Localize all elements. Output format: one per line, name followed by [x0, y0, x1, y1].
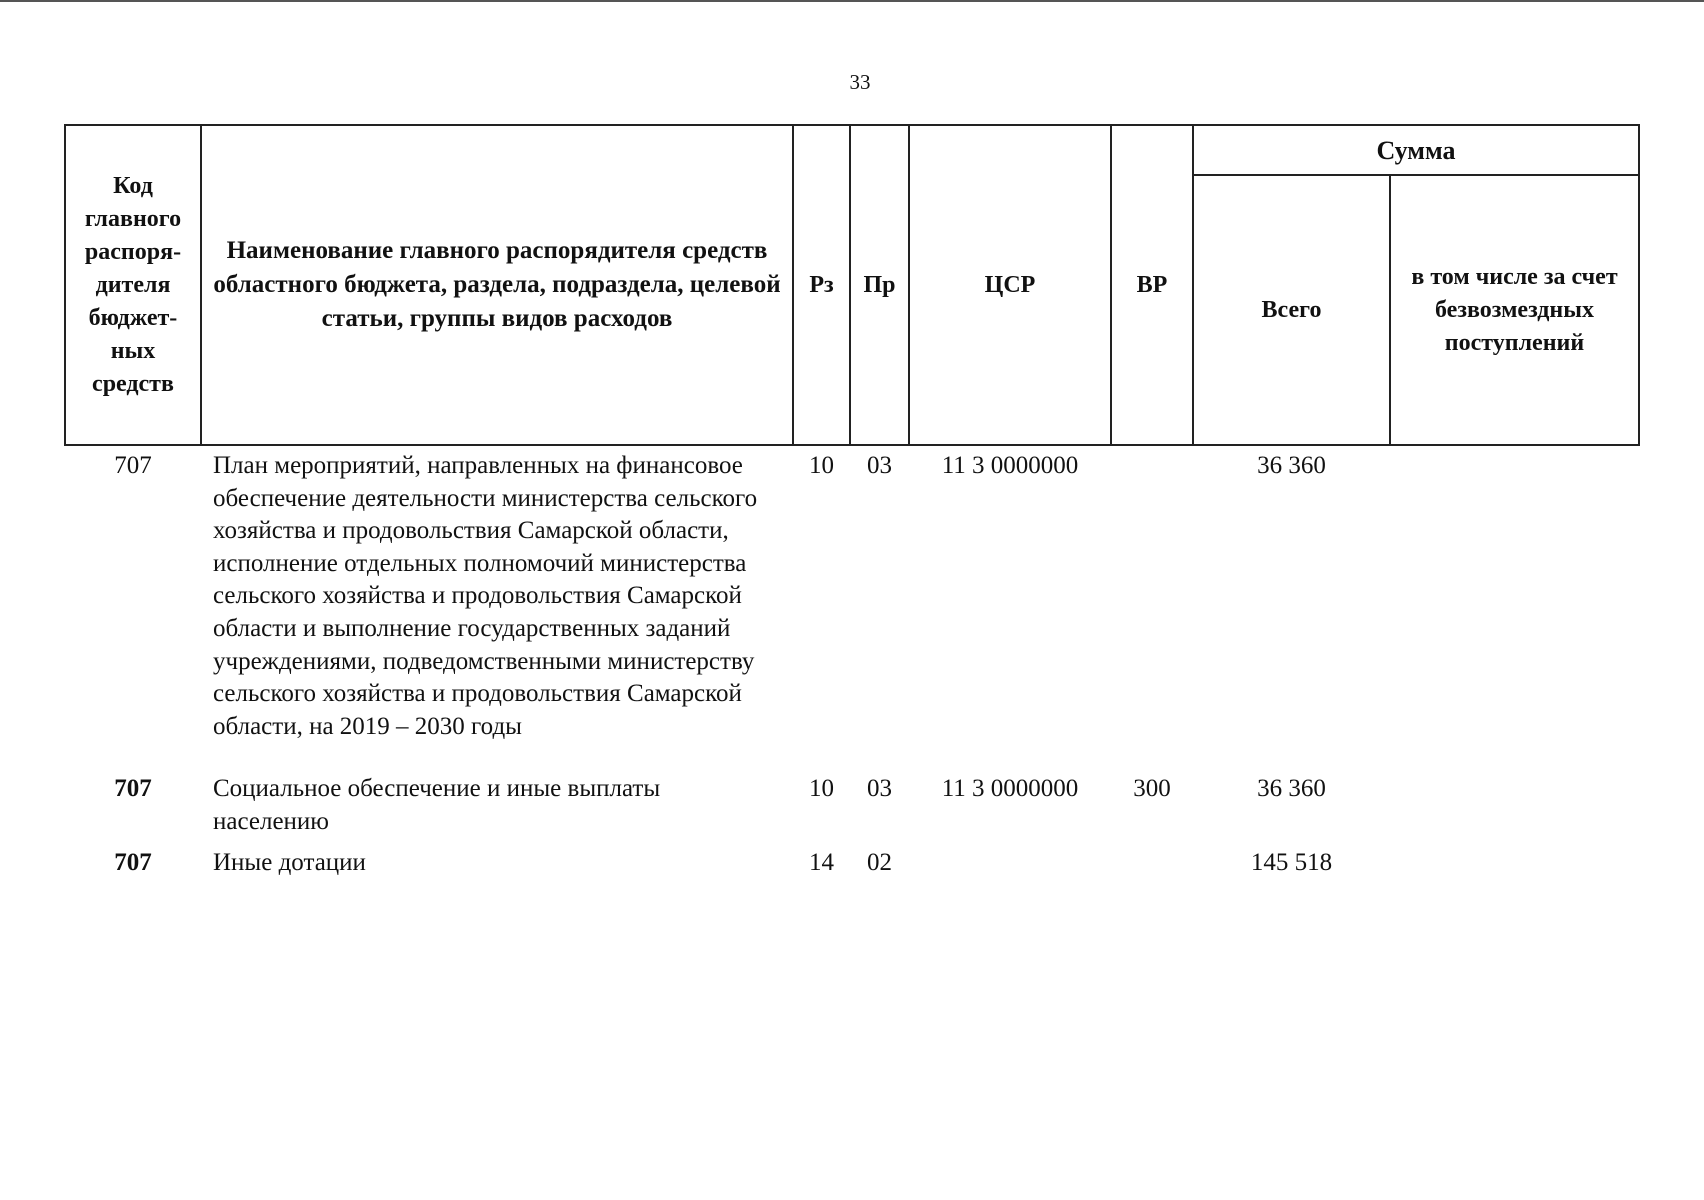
row-code: 707 [114, 452, 152, 479]
table-row [65, 769, 1639, 842]
column-header-total: Всего [1193, 175, 1390, 445]
table-row [65, 843, 1639, 890]
top-border-line [0, 0, 1704, 2]
budget-table [64, 124, 1640, 889]
row-code: 707 [114, 848, 152, 876]
column-header-pr: Пр [850, 125, 909, 445]
row-name: План мероприятий, направленных на финансовое обеспечение деятельности министерства сельского хозяйства и продовольствия Самарской области, исполнение отдельных полномочий министерства сельского хозяйства и продовольствия Самарской области и выполнение государственных заданий учреждениями, подведомственными министерству сельского хозяйства и продовольствия Самарской области, на 2019 – 2030 годы [213, 452, 758, 740]
row-vr: 300 [1133, 775, 1171, 803]
column-header-csr: ЦСР [909, 125, 1111, 445]
row-total: 36 360 [1257, 775, 1326, 803]
column-header-rz: Рз [793, 125, 850, 445]
column-header-sum: Сумма [1193, 125, 1639, 175]
column-header-code: Код главного распоря-дителя бюджет-ных средств [65, 125, 201, 445]
row-csr: 11 3 0000000 [941, 775, 1079, 803]
row-vr [1111, 843, 1193, 890]
column-header-free-receipts: в том числе за счет безвозмездных поступлений [1390, 175, 1639, 445]
row-name: Иные дотации [213, 848, 366, 876]
row-vr [1111, 445, 1193, 769]
row-pr: 02 [867, 848, 892, 876]
header-row-top [65, 125, 1639, 175]
row-free-receipts [1390, 769, 1639, 842]
row-name: Социальное обеспечение и иные выплаты населению [213, 775, 661, 835]
row-rz: 10 [809, 452, 834, 479]
row-csr [909, 843, 1111, 890]
row-rz: 10 [809, 775, 834, 803]
row-pr: 03 [867, 452, 892, 479]
column-header-name: Наименование главного распорядителя средств областного бюджета, раздела, подраздела, целевой статьи, группы видов расходов [201, 125, 793, 445]
row-csr: 11 3 0000000 [941, 452, 1079, 479]
column-header-vr: ВР [1111, 125, 1193, 445]
table-row [65, 445, 1639, 769]
row-free-receipts [1390, 843, 1639, 890]
row-total: 36 360 [1257, 452, 1326, 479]
row-free-receipts [1390, 445, 1639, 769]
row-rz: 14 [809, 848, 834, 876]
page-number: 33 [849, 70, 871, 94]
row-pr: 03 [867, 775, 892, 803]
row-code: 707 [114, 775, 152, 803]
row-total: 145 518 [1250, 848, 1333, 876]
